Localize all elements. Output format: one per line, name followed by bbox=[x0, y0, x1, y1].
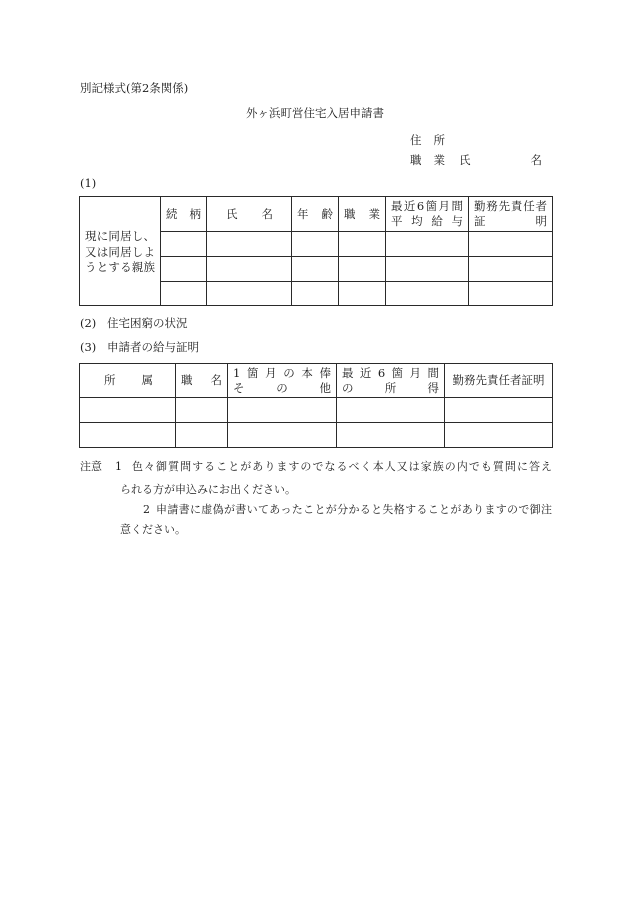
column-header-recent-income bbox=[337, 364, 445, 398]
section-3-label: 申請者の給与証明 bbox=[107, 340, 199, 354]
monthly-salary-cell bbox=[228, 423, 337, 448]
column-header-label: 1箇月の本俸 bbox=[233, 365, 331, 380]
column-header-relationship bbox=[161, 197, 207, 232]
column-header-label: 年齢 bbox=[297, 206, 333, 221]
column-header-label: 平均給与 bbox=[391, 214, 463, 228]
cohabiting-relatives-label-line: うとする親族 bbox=[85, 260, 155, 275]
employer-certification-cell bbox=[469, 257, 553, 282]
document-title: 外ヶ浜町営住宅入居申請書 bbox=[246, 106, 384, 120]
column-header-label: 職名 bbox=[181, 373, 222, 387]
note-1-text-line: 色々御質問することがありますのでなるべく本人又は家族の内でも質問に答え bbox=[132, 460, 552, 473]
section-1-number: (1) bbox=[80, 176, 97, 190]
occupation-label: 職業 bbox=[410, 153, 445, 167]
column-header-occupation bbox=[339, 197, 386, 232]
average-salary-cell bbox=[386, 282, 469, 306]
average-salary-cell bbox=[386, 232, 469, 257]
column-header-employer-certification bbox=[445, 364, 553, 398]
column-header-label: 証明 bbox=[474, 214, 547, 228]
occupation-cell bbox=[339, 257, 386, 282]
note-2-text-line: 申請書に虚偽が書いてあったことが分かると失格することがありますので御注 bbox=[156, 503, 552, 516]
note-2-number: 2 bbox=[143, 503, 150, 516]
table-body bbox=[80, 197, 553, 306]
position-cell bbox=[176, 423, 228, 448]
cohabiting-relatives-label-line: 又は同居しよ bbox=[85, 244, 155, 259]
age-cell bbox=[292, 257, 339, 282]
column-header-label: 氏名 bbox=[226, 206, 273, 221]
age-cell bbox=[292, 232, 339, 257]
section-2-number: (2) bbox=[80, 316, 97, 330]
relationship-cell bbox=[161, 257, 207, 282]
relationship-cell bbox=[161, 232, 207, 257]
cohabiting-relatives-header-cell bbox=[80, 197, 161, 306]
note-1-number: 1 bbox=[115, 460, 122, 473]
name-label: 氏名 bbox=[459, 153, 542, 167]
column-header-affiliation bbox=[80, 364, 176, 398]
column-header-label: 続柄 bbox=[166, 206, 201, 221]
name-cell bbox=[207, 282, 292, 306]
household-members-table bbox=[79, 196, 553, 306]
notes-label: 注意 bbox=[80, 460, 102, 473]
position-cell bbox=[176, 398, 228, 423]
table-header-row bbox=[80, 364, 553, 398]
column-header-label: 所属 bbox=[104, 373, 153, 387]
affiliation-cell bbox=[80, 398, 176, 423]
employer-certification-cell bbox=[445, 398, 553, 423]
age-cell bbox=[292, 282, 339, 306]
form-reference: 別記様式(第2条関係) bbox=[80, 81, 189, 95]
salary-certification-table bbox=[79, 363, 553, 448]
table-header-row bbox=[80, 197, 553, 232]
address-label: 住所 bbox=[410, 133, 445, 147]
note-2-text-line: 意ください。 bbox=[120, 523, 186, 536]
column-header-label: 職業 bbox=[344, 206, 380, 221]
column-header-monthly-salary bbox=[228, 364, 337, 398]
column-header-name bbox=[207, 197, 292, 232]
name-cell bbox=[207, 232, 292, 257]
section-3-number: (3) bbox=[80, 340, 97, 354]
column-header-label: 最近6箇月間 bbox=[391, 199, 463, 213]
recent-income-cell bbox=[337, 423, 445, 448]
occupation-cell bbox=[339, 282, 386, 306]
name-cell bbox=[207, 257, 292, 282]
table-body bbox=[80, 364, 553, 448]
cohabiting-relatives-label-line: 現に同居し、 bbox=[85, 229, 155, 244]
average-salary-cell bbox=[386, 257, 469, 282]
column-header-employer-certification bbox=[469, 197, 553, 232]
employer-certification-cell bbox=[445, 423, 553, 448]
column-header-label: の所得 bbox=[342, 380, 439, 395]
note-1-text-line: られる方が申込みにお出ください。 bbox=[120, 483, 296, 496]
section-2-label: 住宅困窮の状況 bbox=[107, 316, 188, 330]
table-row bbox=[80, 398, 553, 423]
employer-certification-cell bbox=[469, 232, 553, 257]
column-header-label: 勤務先責任者証明 bbox=[452, 373, 545, 387]
table-row bbox=[80, 423, 553, 448]
relationship-cell bbox=[161, 282, 207, 306]
column-header-average-salary bbox=[386, 197, 469, 232]
monthly-salary-cell bbox=[228, 398, 337, 423]
affiliation-cell bbox=[80, 423, 176, 448]
column-header-label: その他 bbox=[233, 380, 331, 395]
column-header-position bbox=[176, 364, 228, 398]
column-header-label: 最近6箇月間 bbox=[342, 365, 439, 380]
occupation-cell bbox=[339, 232, 386, 257]
cohabiting-relatives-label bbox=[80, 226, 160, 276]
column-header-age bbox=[292, 197, 339, 232]
recent-income-cell bbox=[337, 398, 445, 423]
employer-certification-cell bbox=[469, 282, 553, 306]
column-header-label: 勤務先責任者 bbox=[474, 199, 547, 213]
